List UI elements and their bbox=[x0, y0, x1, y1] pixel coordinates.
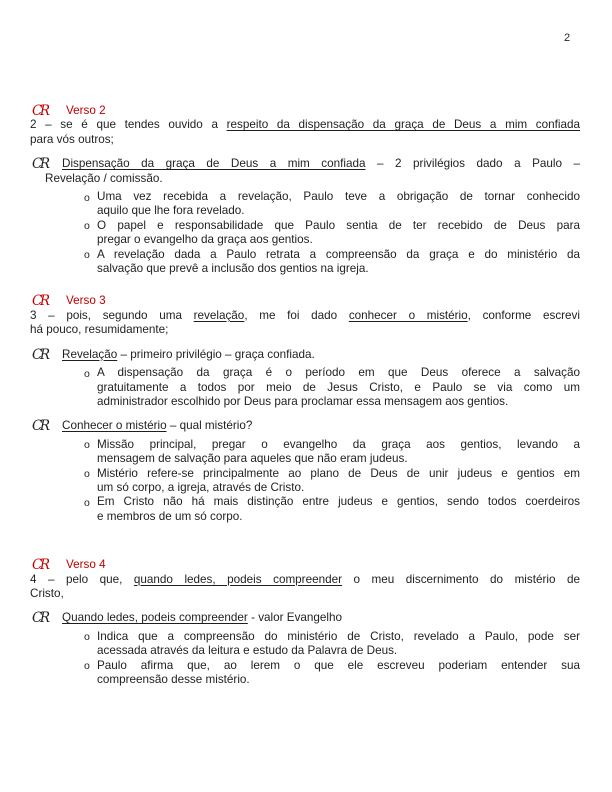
text-line bbox=[30, 587, 580, 601]
text-run: – primeiro privilégio – graça confiada. bbox=[117, 347, 315, 361]
text-run: o meu discernimento do mistério de bbox=[341, 572, 581, 586]
study-note bbox=[30, 611, 580, 687]
text-run: acessada através da leitura e estudo da Palavra de Deus. bbox=[97, 644, 398, 658]
text-line bbox=[30, 133, 580, 147]
text-run: gratuitamente a todos por meio de Jesus Cristo, e Paulo se via como um bbox=[97, 380, 580, 394]
text-line bbox=[97, 248, 580, 262]
text-run: para vós outros; bbox=[30, 132, 114, 146]
text-line bbox=[97, 495, 580, 509]
text-run: Mistério refere-se principalmente ao plano de Deus de unir judeus e gentios em bbox=[97, 466, 580, 480]
text-run: – qual mistério? bbox=[166, 419, 253, 433]
text-run: Em Cristo não há mais distinção entre judeus e gentios, sendo todos coerdeiros bbox=[97, 495, 580, 509]
text-run: , conforme escrevi bbox=[467, 308, 580, 322]
underlined-phrase: conhecer o mistério bbox=[348, 308, 468, 322]
verse-text bbox=[30, 309, 580, 338]
sub-note bbox=[84, 366, 580, 409]
text-line bbox=[97, 204, 580, 218]
sub-note bbox=[84, 438, 580, 467]
underlined-phrase: Conhecer o mistério bbox=[62, 419, 167, 433]
text-run: Uma vez recebida a revelação, Paulo teve a obrigação de tornar conhecido bbox=[97, 190, 580, 204]
verse-text bbox=[30, 118, 580, 147]
document-content bbox=[30, 86, 580, 691]
text-line bbox=[97, 644, 580, 658]
underlined-phrase: Quando ledes, podeis compreender bbox=[62, 611, 248, 625]
text-line bbox=[97, 659, 580, 673]
text-run: O papel e responsabilidade que Paulo sentia de ter recebido de Deus para bbox=[97, 218, 580, 232]
text-run: - valor Evangelho bbox=[247, 611, 343, 625]
circle-bullet-icon: o bbox=[84, 249, 90, 262]
cr-ornament-icon: CR bbox=[32, 346, 48, 363]
text-run: Paulo afirma que, ao lerem o que ele escreveu poderiam entender sua bbox=[97, 658, 580, 672]
sub-note-list bbox=[45, 438, 580, 524]
verse-heading-verso-2 bbox=[30, 104, 580, 118]
text-run: administrador escolhido por Deus para proclamar essa mensagem aos gentios. bbox=[97, 394, 509, 408]
text-run: – 2 privilégios dado a Paulo – bbox=[365, 157, 581, 171]
text-run: , me foi dado bbox=[244, 308, 349, 322]
text-line bbox=[30, 573, 580, 587]
text-line bbox=[30, 323, 580, 337]
text-line bbox=[97, 673, 580, 687]
text-line bbox=[30, 309, 580, 323]
text-run: Missão principal, pregar o evangelho da graça aos gentios, levando a bbox=[97, 437, 580, 451]
text-run: 3 – pois, segundo uma bbox=[30, 308, 194, 322]
text-run: aquilo que lhe fora revelado. bbox=[97, 204, 245, 218]
text-line bbox=[30, 118, 580, 132]
study-note bbox=[30, 157, 580, 276]
sub-note bbox=[84, 495, 580, 524]
underlined-phrase: respeito da dispensação da graça de Deus a mim confiada bbox=[226, 118, 580, 132]
page-number: 2 bbox=[564, 32, 571, 44]
text-run: A dispensação da graça é o período em que Deus oferece a salvação bbox=[97, 366, 580, 380]
text-run: Revelação / comissão. bbox=[45, 171, 163, 185]
underlined-phrase: quando ledes, podeis compreender bbox=[133, 572, 342, 586]
sub-note bbox=[84, 219, 580, 248]
sub-note-list bbox=[45, 630, 580, 688]
text-run: A revelação dada a Paulo retrata a compreensão da graça e do ministério da bbox=[97, 247, 580, 261]
circle-bullet-icon: o bbox=[84, 631, 90, 644]
underlined-phrase: Revelação bbox=[62, 347, 118, 361]
text-run: há pouco, resumidamente; bbox=[30, 323, 169, 337]
text-run: salvação que prevê a inclusão dos gentios na igreja. bbox=[97, 262, 369, 276]
circle-bullet-icon: o bbox=[84, 367, 90, 380]
sub-note-list bbox=[45, 366, 580, 409]
text-line bbox=[97, 481, 580, 495]
sub-note bbox=[84, 248, 580, 277]
text-run: um só corpo, a igreja, através de Cristo. bbox=[97, 480, 305, 494]
text-line bbox=[97, 366, 580, 380]
text-line bbox=[97, 262, 580, 276]
text-run: pregar o evangelho da graça aos gentios. bbox=[97, 233, 313, 247]
cr-ornament-icon: CR bbox=[32, 557, 48, 574]
sub-note bbox=[84, 659, 580, 688]
circle-bullet-icon: o bbox=[84, 660, 90, 673]
circle-bullet-icon: o bbox=[84, 468, 90, 481]
text-line bbox=[97, 233, 580, 247]
text-line bbox=[45, 419, 580, 433]
study-note bbox=[30, 348, 580, 410]
text-line bbox=[97, 467, 580, 481]
verse-heading-label: Verso 2 bbox=[66, 104, 106, 117]
cr-ornament-icon: CR bbox=[32, 418, 48, 435]
study-note bbox=[30, 419, 580, 524]
verse-heading-verso-3 bbox=[30, 294, 580, 308]
cr-ornament-icon: CR bbox=[32, 103, 48, 119]
verse-text bbox=[30, 573, 580, 602]
verse-heading-verso-4 bbox=[30, 558, 580, 572]
underlined-phrase: revelação bbox=[193, 308, 245, 322]
text-line bbox=[97, 219, 580, 233]
text-line bbox=[45, 172, 580, 186]
verse-heading-label: Verso 4 bbox=[66, 558, 106, 572]
cr-ornament-icon: CR bbox=[32, 610, 48, 627]
cr-ornament-icon: CR bbox=[32, 293, 48, 310]
text-line bbox=[45, 157, 580, 171]
sub-note bbox=[84, 467, 580, 496]
circle-bullet-icon: o bbox=[84, 220, 90, 233]
text-run: mensagem de salvação para aqueles que não eram judeus. bbox=[97, 452, 408, 466]
text-line bbox=[45, 611, 580, 625]
sub-note bbox=[84, 190, 580, 219]
text-line bbox=[97, 381, 580, 395]
circle-bullet-icon: o bbox=[84, 191, 90, 204]
text-line bbox=[97, 395, 580, 409]
text-run: 2 – se é que tendes ouvido a bbox=[30, 118, 227, 132]
sub-note bbox=[84, 630, 580, 659]
text-run: 4 – pelo que, bbox=[30, 572, 134, 586]
verse-heading-label: Verso 3 bbox=[66, 294, 106, 308]
cr-ornament-icon: CR bbox=[32, 156, 48, 173]
circle-bullet-icon: o bbox=[84, 496, 90, 509]
text-line bbox=[97, 510, 580, 524]
text-line bbox=[97, 438, 580, 452]
text-line bbox=[97, 190, 580, 204]
text-line bbox=[97, 452, 580, 466]
underlined-phrase: Dispensação da graça de Deus a mim confiada bbox=[62, 157, 366, 171]
text-run: Cristo, bbox=[30, 586, 64, 600]
circle-bullet-icon: o bbox=[84, 439, 90, 452]
text-line bbox=[45, 348, 580, 362]
text-run: compreensão desse mistério. bbox=[97, 673, 250, 686]
text-run: e membros de um só corpo. bbox=[97, 509, 243, 523]
sub-note-list bbox=[45, 190, 580, 276]
text-line bbox=[97, 630, 580, 644]
text-run: Indica que a compreensão do ministério de Cristo, revelado a Paulo, pode ser bbox=[97, 629, 580, 643]
